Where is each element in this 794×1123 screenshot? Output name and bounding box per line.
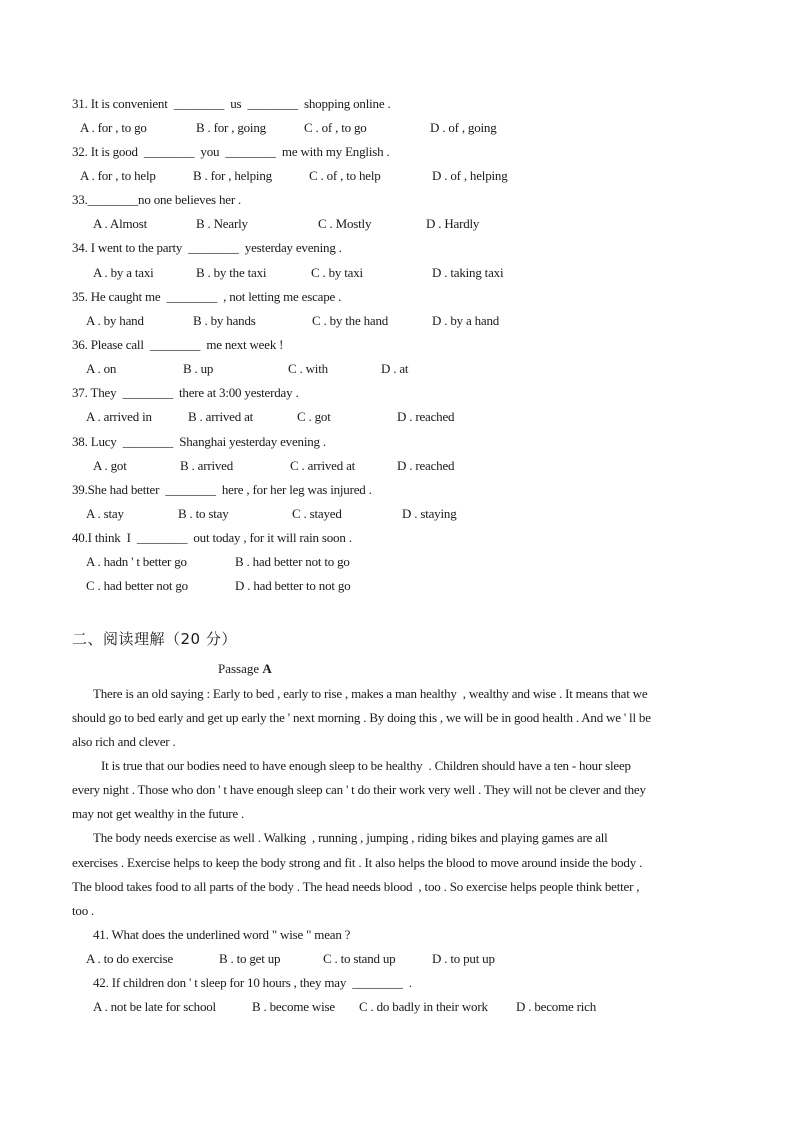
passage-title-prefix: Passage (218, 661, 263, 676)
question-37-option-a: A . arrived in (86, 409, 152, 424)
question-39-option-b: B . to stay (178, 506, 229, 521)
passage-paragraph-1-line-2: should go to bed early and get up early the ' next morning . By doing this , we will be in good health . And we ' ll be (72, 710, 651, 725)
question-35-option-b: B . by hands (193, 313, 256, 328)
question-32-option-b: B . for , helping (193, 168, 272, 183)
question-42-option-d: D . become rich (516, 999, 597, 1014)
passage-paragraph-3-line-2: exercises . Exercise helps to keep the body strong and fit . It also helps the blood to move around inside the body . (72, 855, 643, 870)
question-38-option-a: A . got (93, 458, 127, 473)
passage-paragraph-3-line-1: The body needs exercise as well . Walking , running , jumping , riding bikes and playing games are all (93, 830, 608, 845)
question-41-stem: 41. What does the underlined word " wise " mean ? (93, 927, 351, 942)
question-40-option-d: D . had better to not go (235, 578, 351, 593)
question-31-option-a: A . for , to go (80, 120, 147, 135)
question-40-stem: 40.I think I ________ out today , for it will rain soon . (72, 530, 352, 545)
question-31-option-b: B . for , going (196, 120, 266, 135)
question-35-option-a: A . by hand (86, 313, 144, 328)
passage-paragraph-3-line-4: too . (72, 903, 95, 918)
question-32-option-d: D . of , helping (432, 168, 508, 183)
question-34-stem: 34. I went to the party ________ yesterday evening . (72, 240, 342, 255)
question-31-option-d: D . of , going (430, 120, 497, 135)
question-36-option-b: B . up (183, 361, 214, 376)
question-34-option-b: B . by the taxi (196, 265, 267, 280)
passage-paragraph-2-line-3: may not get wealthy in the future . (72, 806, 245, 821)
question-34-option-d: D . taking taxi (432, 265, 504, 280)
question-33-option-d: D . Hardly (426, 216, 480, 231)
question-34-option-a: A . by a taxi (93, 265, 154, 280)
question-32-option-c: C . of , to help (309, 168, 381, 183)
question-39-stem: 39.She had better ________ here , for her leg was injured . (72, 482, 372, 497)
question-35-option-d: D . by a hand (432, 313, 500, 328)
passage-title (218, 661, 272, 677)
question-38-option-b: B . arrived (180, 458, 234, 473)
question-38-stem: 38. Lucy ________ Shanghai yesterday evening . (72, 434, 326, 449)
question-36-stem: 36. Please call ________ me next week ! (72, 337, 284, 352)
question-42-option-b: B . become wise (252, 999, 335, 1014)
question-36-option-a: A . on (86, 361, 117, 376)
question-39-option-a: A . stay (86, 506, 124, 521)
question-39-option-d: D . staying (402, 506, 457, 521)
question-37-option-c: C . got (297, 409, 331, 424)
question-40-option-b: B . had better not to go (235, 554, 350, 569)
question-40-option-a: A . hadn ' t better go (86, 554, 187, 569)
question-38-option-c: C . arrived at (290, 458, 356, 473)
question-42-stem: 42. If children don ' t sleep for 10 hours , they may ________ . (93, 975, 412, 990)
passage-paragraph-3-line-3: The blood takes food to all parts of the body . The head needs blood , too . So exercise helps people think better , (72, 879, 640, 894)
question-33-stem: 33.________no one believes her . (72, 192, 242, 207)
question-33-option-c: C . Mostly (318, 216, 372, 231)
passage-paragraph-1-line-3: also rich and clever . (72, 734, 176, 749)
question-33-option-a: A . Almost (93, 216, 147, 231)
question-38-option-d: D . reached (397, 458, 455, 473)
question-34-option-c: C . by taxi (311, 265, 363, 280)
question-35-stem: 35. He caught me ________ , not letting me escape . (72, 289, 342, 304)
question-42-option-a: A . not be late for school (93, 999, 216, 1014)
question-39-option-c: C . stayed (292, 506, 342, 521)
question-32-option-a: A . for , to help (80, 168, 156, 183)
question-37-stem: 37. They ________ there at 3:00 yesterday . (72, 385, 299, 400)
question-35-option-c: C . by the hand (312, 313, 389, 328)
question-31-option-c: C . of , to go (304, 120, 367, 135)
question-31-stem: 31. It is convenient ________ us ________ shopping online . (72, 96, 391, 111)
question-36-option-c: C . with (288, 361, 328, 376)
question-33-option-b: B . Nearly (196, 216, 248, 231)
passage-paragraph-1-line-1: There is an old saying : Early to bed , early to rise , makes a man healthy , wealthy and wise . It means that we (93, 686, 648, 701)
passage-paragraph-2-line-1: It is true that our bodies need to have enough sleep to be healthy . Children should have a ten - hour sleep (101, 758, 631, 773)
question-32-stem: 32. It is good ________ you ________ me with my English . (72, 144, 390, 159)
question-41-option-d: D . to put up (432, 951, 495, 966)
passage-paragraph-2-line-2: every night . Those who don ' t have enough sleep can ' t do their work very well . They will not be clever and they (72, 782, 646, 797)
question-41-option-b: B . to get up (219, 951, 281, 966)
question-37-option-b: B . arrived at (188, 409, 254, 424)
question-42-option-c: C . do badly in their work (359, 999, 488, 1014)
section-heading: 二、阅读理解（20 分） (72, 630, 237, 648)
passage-title-letter: A (262, 661, 272, 676)
question-40-option-c: C . had better not go (86, 578, 188, 593)
question-37-option-d: D . reached (397, 409, 455, 424)
question-41-option-c: C . to stand up (323, 951, 396, 966)
question-36-option-d: D . at (381, 361, 409, 376)
question-41-option-a: A . to do exercise (86, 951, 174, 966)
